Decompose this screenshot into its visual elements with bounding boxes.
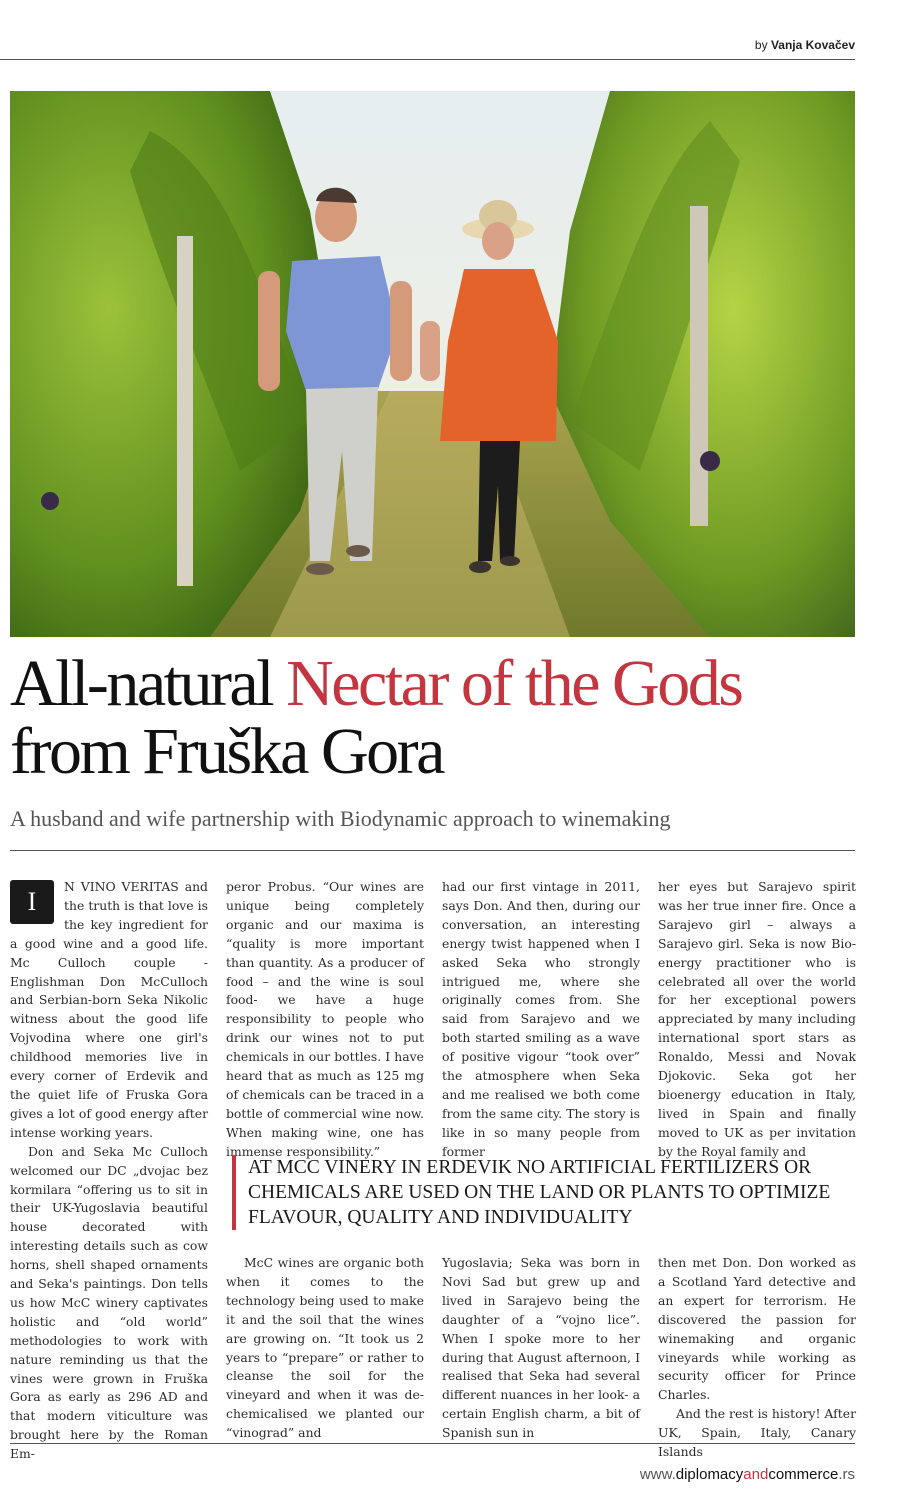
- column-2-bottom-text: McC wines are organic both when it comes to the technology being used to make it and the soil that the wines are growing on. “It took us 2 years to “prepare” or rather to cleanse the soil for the vineyard and when it was de-chemicalised we planted our “vinograd” and: [226, 1255, 424, 1441]
- column-3-top: [442, 878, 640, 1162]
- column-4-bottom: [658, 1254, 856, 1462]
- byline-prefix: by: [754, 38, 768, 52]
- byline: [755, 38, 855, 52]
- column-4-top: [658, 878, 856, 1162]
- column-1-paragraph-1: N VINO VERITAS and the truth is that love is the key ingredient for a good wine and a good life. Mc Culloch couple - Englishman Don McCulloch and Serbian-born Seka Nikolic witness about the good life Vojvodina where one girl's childhood memories live in every corner of Erdevik and the quiet life of Fruska Gora gives a lot of good energy after intense working years.: [10, 879, 208, 1140]
- headline-accent: Nectar of the Gods: [286, 647, 742, 720]
- footer-divider: [10, 1443, 855, 1444]
- dropcap: I: [10, 880, 54, 924]
- headline-part-2: from Fruška Gora: [10, 715, 443, 788]
- photo-illustration: [10, 91, 855, 637]
- headline-part-1: All-natural: [10, 647, 287, 720]
- column-1-paragraph-2: Don and Seka Mc Culloch welcomed our DC „dvojac bez kormilara “offering us to sit in their UK-Yugoslavia beautiful house decorated with interesting details such as cow horns, shell shaped ornaments and Seka's paintings. Don tells us how McC winery captivates holistic and “old world” methodologies to work with nature reminding us that the vines were grown in Fruška Gora as early as 296 AD and that modern viticulture was brought here by the Roman Em-: [10, 1143, 208, 1462]
- column-2-top-text: peror Probus. “Our wines are unique being completely organic and our maxima is “quality is more important than quantity. As a producer of food – and the wine is soul food- we have a huge responsibility to people who drink our wines not to put chemicals in our bottles. I have heard that as much as 125 mg of chemicals can be traced in a bottle of commercial wine now. When making wine, one has immense responsibility.”: [226, 879, 424, 1159]
- footer-and: and: [743, 1466, 769, 1483]
- headline-divider: [10, 850, 855, 851]
- column-4-bottom-paragraph-1: then met Don. Don worked as a Scotland Yard detective and an expert for terrorism. He discovered the passion for winemaking and organic vineyards while working as security officer for Prince Charles.: [658, 1255, 856, 1403]
- article-subheadline: A husband and wife partnership with Biodynamic approach to winemaking: [10, 806, 671, 831]
- vineyard-couple-photo: [10, 91, 855, 637]
- column-3-top-text: had our first vintage in 2011, says Don. And then, during our conversation, an interesting energy twist happened when I asked Seka who strongly intrigued me, where she originally comes from. She said from Sarajevo and we both started smiling as a wave of positive vigour “took over” the atmosphere when Seka and me realised we both come from the same city. The story is like in so many people from former: [442, 879, 640, 1159]
- column-2-bottom: [226, 1254, 424, 1443]
- column-4-top-text: her eyes but Sarajevo spirit was her true inner fire. Once a Sarajevo girl – always a Sarajevo girl. Seka is now Bio-energy practitioner who is celebrated all over the world for her exceptional powers appreciated by many including international sport stars as Ronaldo, Messi and Novak Djokovic. Seka got her bioenergy education in Italy, lived in Spain and finally moved to UK as per invitation by the Royal family and: [658, 879, 856, 1159]
- footer-commerce: commerce: [768, 1466, 839, 1483]
- pull-quote: AT MCC VINERY IN ERDEVIK NO ARTIFICIAL FERTILIZERS OR CHEMICALS ARE USED ON THE LAND OR PLANTS TO OPTIMIZE FLAVOUR, QUALITY AND INDIVIDUALITY: [232, 1155, 871, 1230]
- footer-www: www.: [639, 1466, 676, 1483]
- article-headline: [10, 647, 870, 788]
- column-3-bottom-text: Yugoslavia; Seka was born in Novi Sad but grew up and lived in Sarajevo being the daughter of a “vojno lice”. When I spoke more to her during that August afternoon, I realised that Seka had several different nuances in her look- a certain English charm, a bit of Spanish sun in: [442, 1255, 640, 1441]
- byline-author: Vanja Kovačev: [770, 38, 855, 52]
- footer-diplomacy: diplomacy: [675, 1466, 744, 1483]
- column-3-bottom: [442, 1254, 640, 1443]
- column-2-top: [226, 878, 424, 1162]
- footer-tld: .rs: [838, 1466, 855, 1483]
- top-divider: [0, 59, 855, 60]
- footer-url[interactable]: [640, 1466, 855, 1483]
- column-1: [10, 878, 208, 1464]
- column-4-bottom-paragraph-2: And the rest is history! After UK, Spain, Italy, Canary Islands: [658, 1406, 856, 1460]
